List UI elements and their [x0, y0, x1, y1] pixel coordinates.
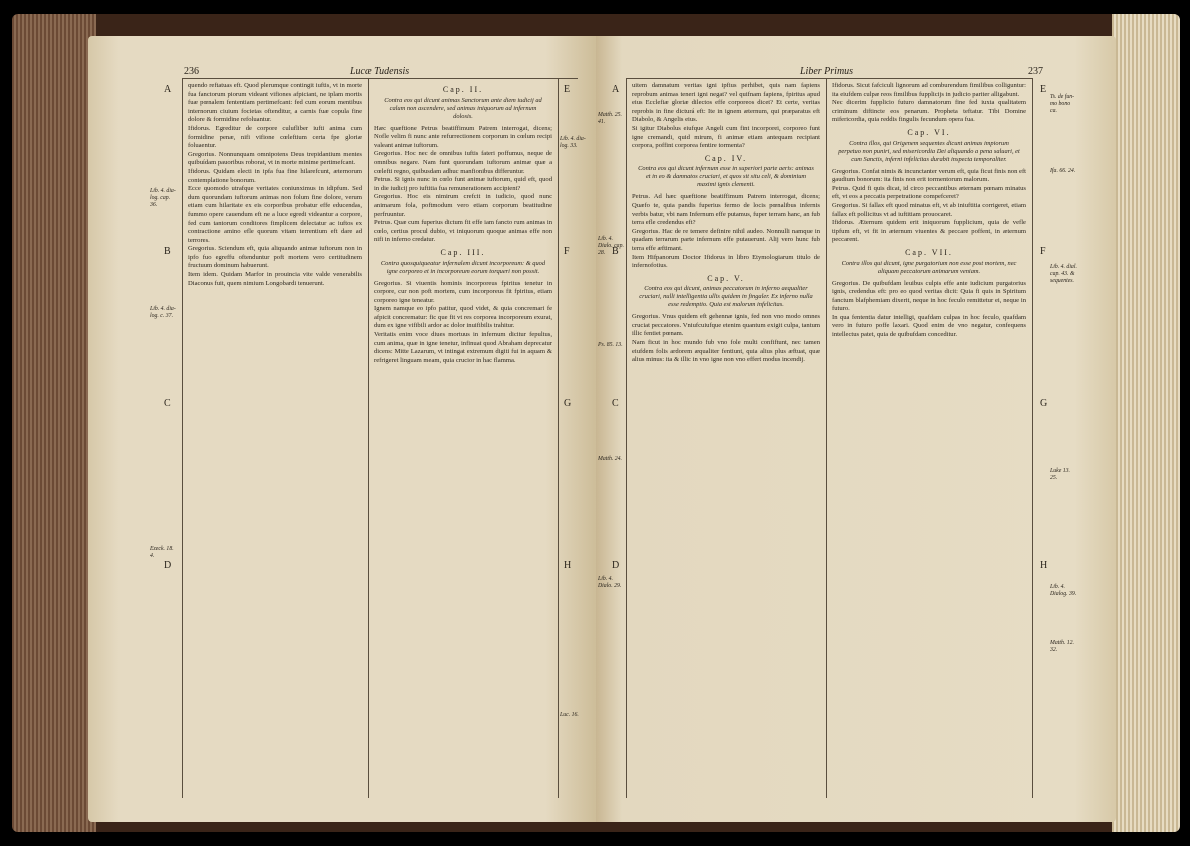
chapter-2-heading: Cap. II. — [442, 85, 484, 94]
left-col1-paragraph: Gregorius. Nonnunquam omnipotens Deus trepidantium mentes quibuídam pauoribus roborat, vt in morte minime pertimefcant. — [188, 150, 362, 167]
chapter-5-heading: Cap. V. — [707, 273, 745, 283]
left-page — [88, 36, 596, 822]
right-column-rule — [826, 78, 827, 798]
left-col1-paragraph: Gregorius. Sciendum eft, quia aliquando animæ iuftorum non in ipfo fuo egreffu oftenduntur poft mortem vero certitudinem fructuum dominum habuerunt. — [188, 245, 362, 270]
left-col1-paragraph: Ifidorus. Egreditur de corpore culufliber iufti anima cum formidine penæ, nifi vifione cœleftium certa fpe gloriæ foluaentur. — [188, 124, 362, 150]
left-col2-paragraph: Gregorius. Hoc nec de omnibus iuftis fateri poffumus, neque de omnibus negare. Nam funt quorundam iuftorum animæ quæ a cœlefti regno, quibusdam adhuc manfionibus differuntur. — [374, 150, 552, 175]
chapter-3-heading: Cap. III. — [440, 247, 486, 257]
right-page-marker-c: C — [612, 398, 619, 409]
right-col2-paragraph: Petrus. Quid fi quis dicat, id circo peccantibus æternam pœnam minatus eft, vt eos a peccatis perpetratione compefceret? — [832, 184, 1026, 201]
right-page-number: 237 — [1028, 66, 1043, 77]
right-page-marker-b: B — [612, 246, 619, 257]
right-section-marker-f: F — [1040, 246, 1046, 257]
chapter-6-summary: Contra illos, qui Origenem sequentes dicunt animas impiorum perpetuo non puniri, sed misericordia Dei aliquando a pena saluari, et cum Sanctis, inferni infelicitas durabit inspecta temporaliter. — [838, 139, 1020, 163]
left-page-marker-h: H — [564, 560, 572, 571]
left-col2-paragraph: Hæc quæftione Petrus beatiffimum Patrem interrogat, dicens; Nofle velim fi nunc ante refurrectionem corporum in cœlum recipi valeant animæ iuftorum. — [374, 124, 552, 149]
right-col1-paragraph: Gregorius. Hac de re temere definire nihil audeo. Nonnulli namque in quadam terrarum parte infernum effe putauerunt. Alij vero hunc fub terra effe æftimant. — [632, 227, 820, 252]
right-margin-note-1: Matth. 25. 41. — [598, 112, 622, 125]
left-running-head: Lucæ Tudensis — [350, 66, 410, 77]
left-page-number: 236 — [184, 66, 199, 77]
right-page — [596, 36, 1116, 822]
left-col2-paragraph: Petrus. Si ignis nunc in cœlo funt animæ iuftorum, quid eft, quod in die iudicij pro iuftitia fua remunerationem accipient? — [374, 176, 552, 192]
left-margin-note-2: Lib. 4. dia-log. c. 37. — [150, 306, 176, 319]
right-column-2 — [832, 82, 1026, 802]
left-head-rule — [182, 78, 578, 79]
right-col1-paragraph: Petrus. Ad hæc quæftione beatiffimum Patrem interrogat, dicens; Quæfo te, quia pandis fuperius fermo de locis pœnalibus infernis verbis batur, vbi nam Infernum effe putamus, fuper terram hanc, an fub terra efle credendus eft? — [632, 193, 820, 227]
left-col2-paragraph: Veritatis enim voce diues mortuus in infernum dicitur fepultus, cum anima, quæ in igne tenetur, infinuat quod Abraham deprecatur dicens: Mitte Lazarum, vt intingat extremum digiti fui in aquam & refrigeret linguam meam, quia crucior in hac flamma. — [374, 331, 552, 364]
right-inner-rule — [626, 78, 627, 798]
left-col1-paragraph: quendo reftatuas eft. Quod plerumque contingit iuftis, vt in morte fua fanctorum piorum videant vifiones afpiciant, ne iplam mortis fuæ pœnalem fententiam pertimefcant: fed cum eorum mentibus internorum ciuium focietas oftenditur, a carnis fuæ copula fine dolore & formidine refoluantur. — [188, 82, 362, 124]
right-margin-note-6: Ts. de fun-mo bono ca. — [1050, 94, 1075, 114]
left-margin-note-5: Luc. 16. — [560, 712, 579, 718]
left-col2-paragraph: Petrus. Quæ cum fuperius dictum fit effe iam fancto rum animas in cœlo, certius procul dubio, vt iniquorum quoque animas effe non nifi in inferno credatur. — [374, 219, 552, 244]
right-section-marker-h: H — [1040, 560, 1048, 571]
left-section-marker-d: D — [164, 560, 172, 571]
right-page-marker-d: D — [612, 560, 620, 571]
book-fore-edge-left — [12, 14, 96, 832]
right-col2-paragraph: Ifidorus. Sicut fafciculi lignorum ad comburendum fimilibus colliguntur: ita eiufdem culpæ reos fimilibus fupplicijs in judicio pariter alligabunt. — [832, 82, 1026, 98]
left-column-2 — [374, 82, 552, 782]
right-col1-paragraph: Nam ficut in hoc mundo fub vno fole multi confiftunt, nec tamen eiufdem folis ardorem æqualiter fentiunt, quia alius plus æftuat, quæ alius minus: ita & illic in vno igne non vno effert modus incendij. — [632, 339, 820, 364]
left-col1-paragraph: Ifidorus. Quidam electi in ipfa fua fine hilarefcunt, æternorum contemplatione bonorum. — [188, 167, 362, 184]
left-margin-note-4: Lib. 4. dia-log. 33. — [560, 136, 586, 149]
chapter-4-heading: Cap. IV. — [704, 153, 748, 163]
right-col2-paragraph: Ifidorus. Æternum quidem erit iniquorum fupplicium, quia de vefle tipfum eft, vt fit in æternum viuentes & peccare poffent, in æternum peccarent. — [832, 219, 1026, 244]
right-col1-paragraph: Si igitur Diabolus eiufque Angeli cum fint incorporei, corporeo funt igne cremandi, quid mirum, fi animæ etiam antequam recipiant corpora, poffint corporea fentire tormenta? — [632, 124, 820, 150]
right-margin-note-3: Ps. 85. 13. — [598, 342, 623, 348]
left-margin-note-3: Ezeck. 18. 4. — [150, 546, 174, 559]
left-margin-note-1: Lib. 4. dia-log. cap. 36. — [150, 188, 176, 208]
left-section-marker-b: B — [164, 246, 171, 257]
open-book — [12, 14, 1180, 832]
left-page-marker-e: E — [564, 84, 571, 95]
right-col2-paragraph: Nec dicerim fupplicio futuro damnatorum fine fed iuxta qualitatem criminum diftincte eos penarum. Propheta teftatur. Tibi Domine mifericordia, quia reddis fingulis fecundum opera fua. — [832, 99, 1026, 124]
chapter-3-summary: Contra quosquiqueatur infernalem dicunt incorporeum: & quod igne corporeo et in incorporeum eorum torqueri non possit. — [380, 259, 546, 275]
right-section-marker-e: E — [1040, 84, 1047, 95]
right-col2-paragraph: Gregorius. Confat nimis & incunctanter verum eft, quia ficut finis non eft gaudium bonorum: ita finis non erit tormentorum malorum. — [832, 167, 1026, 184]
chapter-2-summary: Contra eos qui dicunt animas Sanctorum ante diem iudicij ad calum non ascendere, sed animas iniquorum ad infernum dolosis. — [384, 96, 542, 120]
left-col2-paragraph: Gregorius. Hoc eis nimirum crefcit in iudicio, quod nunc animarum fola, poftmodum vero etiam corporum beatitudine perfruuntur. — [374, 193, 552, 218]
left-col2-paragraph: Gregorius. Si viuentis hominis incorporeus fpiritus tenetur in corpore, cur non poft mortem, cum incorporeus fit fpiritus, etiam corporeo igne teneatur. — [374, 279, 552, 304]
right-col1-paragraph: Gregorius. Vnus quidem eft gehennæ ignis, fed non vno modo omnes cruciat peccatores. Vniufcuiufque etenim quantum exigit culpa, tantum illic fentiet pœnam. — [632, 313, 820, 338]
right-col2-paragraph: Gregorius. De quibufdam leuibus culpis effe ante iudicium purgatorius ignis, credendus eft: pro eo quod veritas dicit: Quia fi quis in Spiritum fanctum blafphemiam dixerit, neque in hoc feculo remittetur ei, neque in futuro. — [832, 279, 1026, 313]
left-column-1 — [188, 82, 362, 782]
right-head-rule — [626, 78, 1032, 79]
left-column-rule — [368, 78, 369, 798]
left-col1-paragraph: Ecce quomodo utrafque veritates coniunximus in idipfum. Sed dum quorundam iuftorum animas non folum fine dolore, verum etiam cum hilaritate ex eis corporibus probatur effe educendas, fummo opere cauendum eft ne a luce egredi videantur a corpore, fed cum tantorum conditores fimplicem delectatur ac iuftos ex contractione amino efle quorum vitam terrentium eft dare ad terrores. — [188, 185, 362, 244]
chapter-5-summary: Contra eos qui dicunt, animas peccatorum in inferno aequaliter cruciari, nulli intelligentia ullis quidem in fingaler. Ex inferno nulla esse redemptio. Quia est malorum infelicitas. — [639, 285, 813, 309]
right-margin-note-4: Matth. 24. — [598, 456, 622, 462]
right-margin-note-11: Matth. 12. 32. — [1050, 640, 1074, 653]
left-col2-paragraph: Ignem namque eo ipfo patitur, quod videt, & quia concremari fe afpicit concrematur: fic que fit vt res corporea incorporeum exurat, dum ex igne vifibili ardor ac dolor inuifibilis trahitur. — [374, 305, 552, 330]
right-col1-paragraph: uitem damnatum veritas igni ipfius perhibet, quis nam fapiens reprobum animas teneri igni negat? vel quifnam fapiens, fpiritus apud eius Ecclefiæ gloriæ dilectos effe corporeos dicet? Et certe, veritas reprobis in fine dicturá eft: Ite in ignem æternum, qui præparatus eft Diabolo, & Angelis eius. — [632, 82, 820, 124]
left-outer-rule — [558, 78, 559, 798]
right-margin-note-10: Lib. 4. Dialog. 39. — [1050, 584, 1077, 597]
chapter-4-summary: Contra eos qui dicunt infernum esse in superiori parte aeris: animas et in eo & damnatos cruciari, et quos sit situ celi, & dominium maximi ignis clementi. — [638, 165, 814, 189]
right-col2-paragraph: In qua fententia datur intelligi, quafdam culpas in hoc feculo, quafdam vero in futuro poffe laxari. Quod enim de vno negatur, confequens intellectus patet, quia de quibufdam conceditur. — [832, 313, 1026, 339]
right-margin-note-5: Lib. 4. Dialo. 29. — [598, 576, 622, 589]
right-col1-paragraph: Item Hifpanorum Doctor Ifidorus in libro Etymologiarum titulo de infernofotius. — [632, 253, 820, 270]
right-column-1 — [632, 82, 820, 802]
left-section-marker-c: C — [164, 398, 171, 409]
right-margin-note-7: Ifa. 66. 24. — [1050, 168, 1076, 174]
chapter-7-heading: Cap. VII. — [905, 247, 953, 257]
right-margin-rule — [1032, 78, 1033, 798]
book-fore-edge-right — [1112, 14, 1180, 832]
left-section-marker-a: A — [164, 84, 172, 95]
right-running-head: Liber Primus — [800, 66, 854, 77]
right-margin-note-8: Lib. 4. dial. cap. 43. & sequentes. — [1050, 264, 1077, 284]
chapter-7-summary: Contra illos qui dicunt, igne purgatorium non esse post mortem, nec aliquam peccatorum animarum veniam. — [841, 259, 1017, 275]
left-col1-paragraph: Item idem. Quidam Marfor in prouincia vite valde venerabilis Diaconus fuit, quem nimium Longobardi tenuerunt. — [188, 271, 362, 287]
left-page-marker-f: F — [564, 246, 570, 257]
right-col2-paragraph: Gregorius. Si fallax eft quod minatus eft, vt ab iniuftitia corrigeret, etiam fallax eft pollicitus vt ad iuftitiam prouocaret. — [832, 201, 1026, 218]
right-margin-note-9: Luke 13. 25. — [1050, 468, 1070, 481]
chapter-6-heading: Cap. VI. — [907, 127, 951, 137]
left-page-marker-g: G — [564, 398, 572, 409]
right-page-marker-a: A — [612, 84, 620, 95]
right-section-marker-g: G — [1040, 398, 1048, 409]
right-margin-note-2: Lib. 4. Dialo. cap. 28. — [598, 236, 624, 256]
left-margin-rule — [182, 78, 183, 798]
